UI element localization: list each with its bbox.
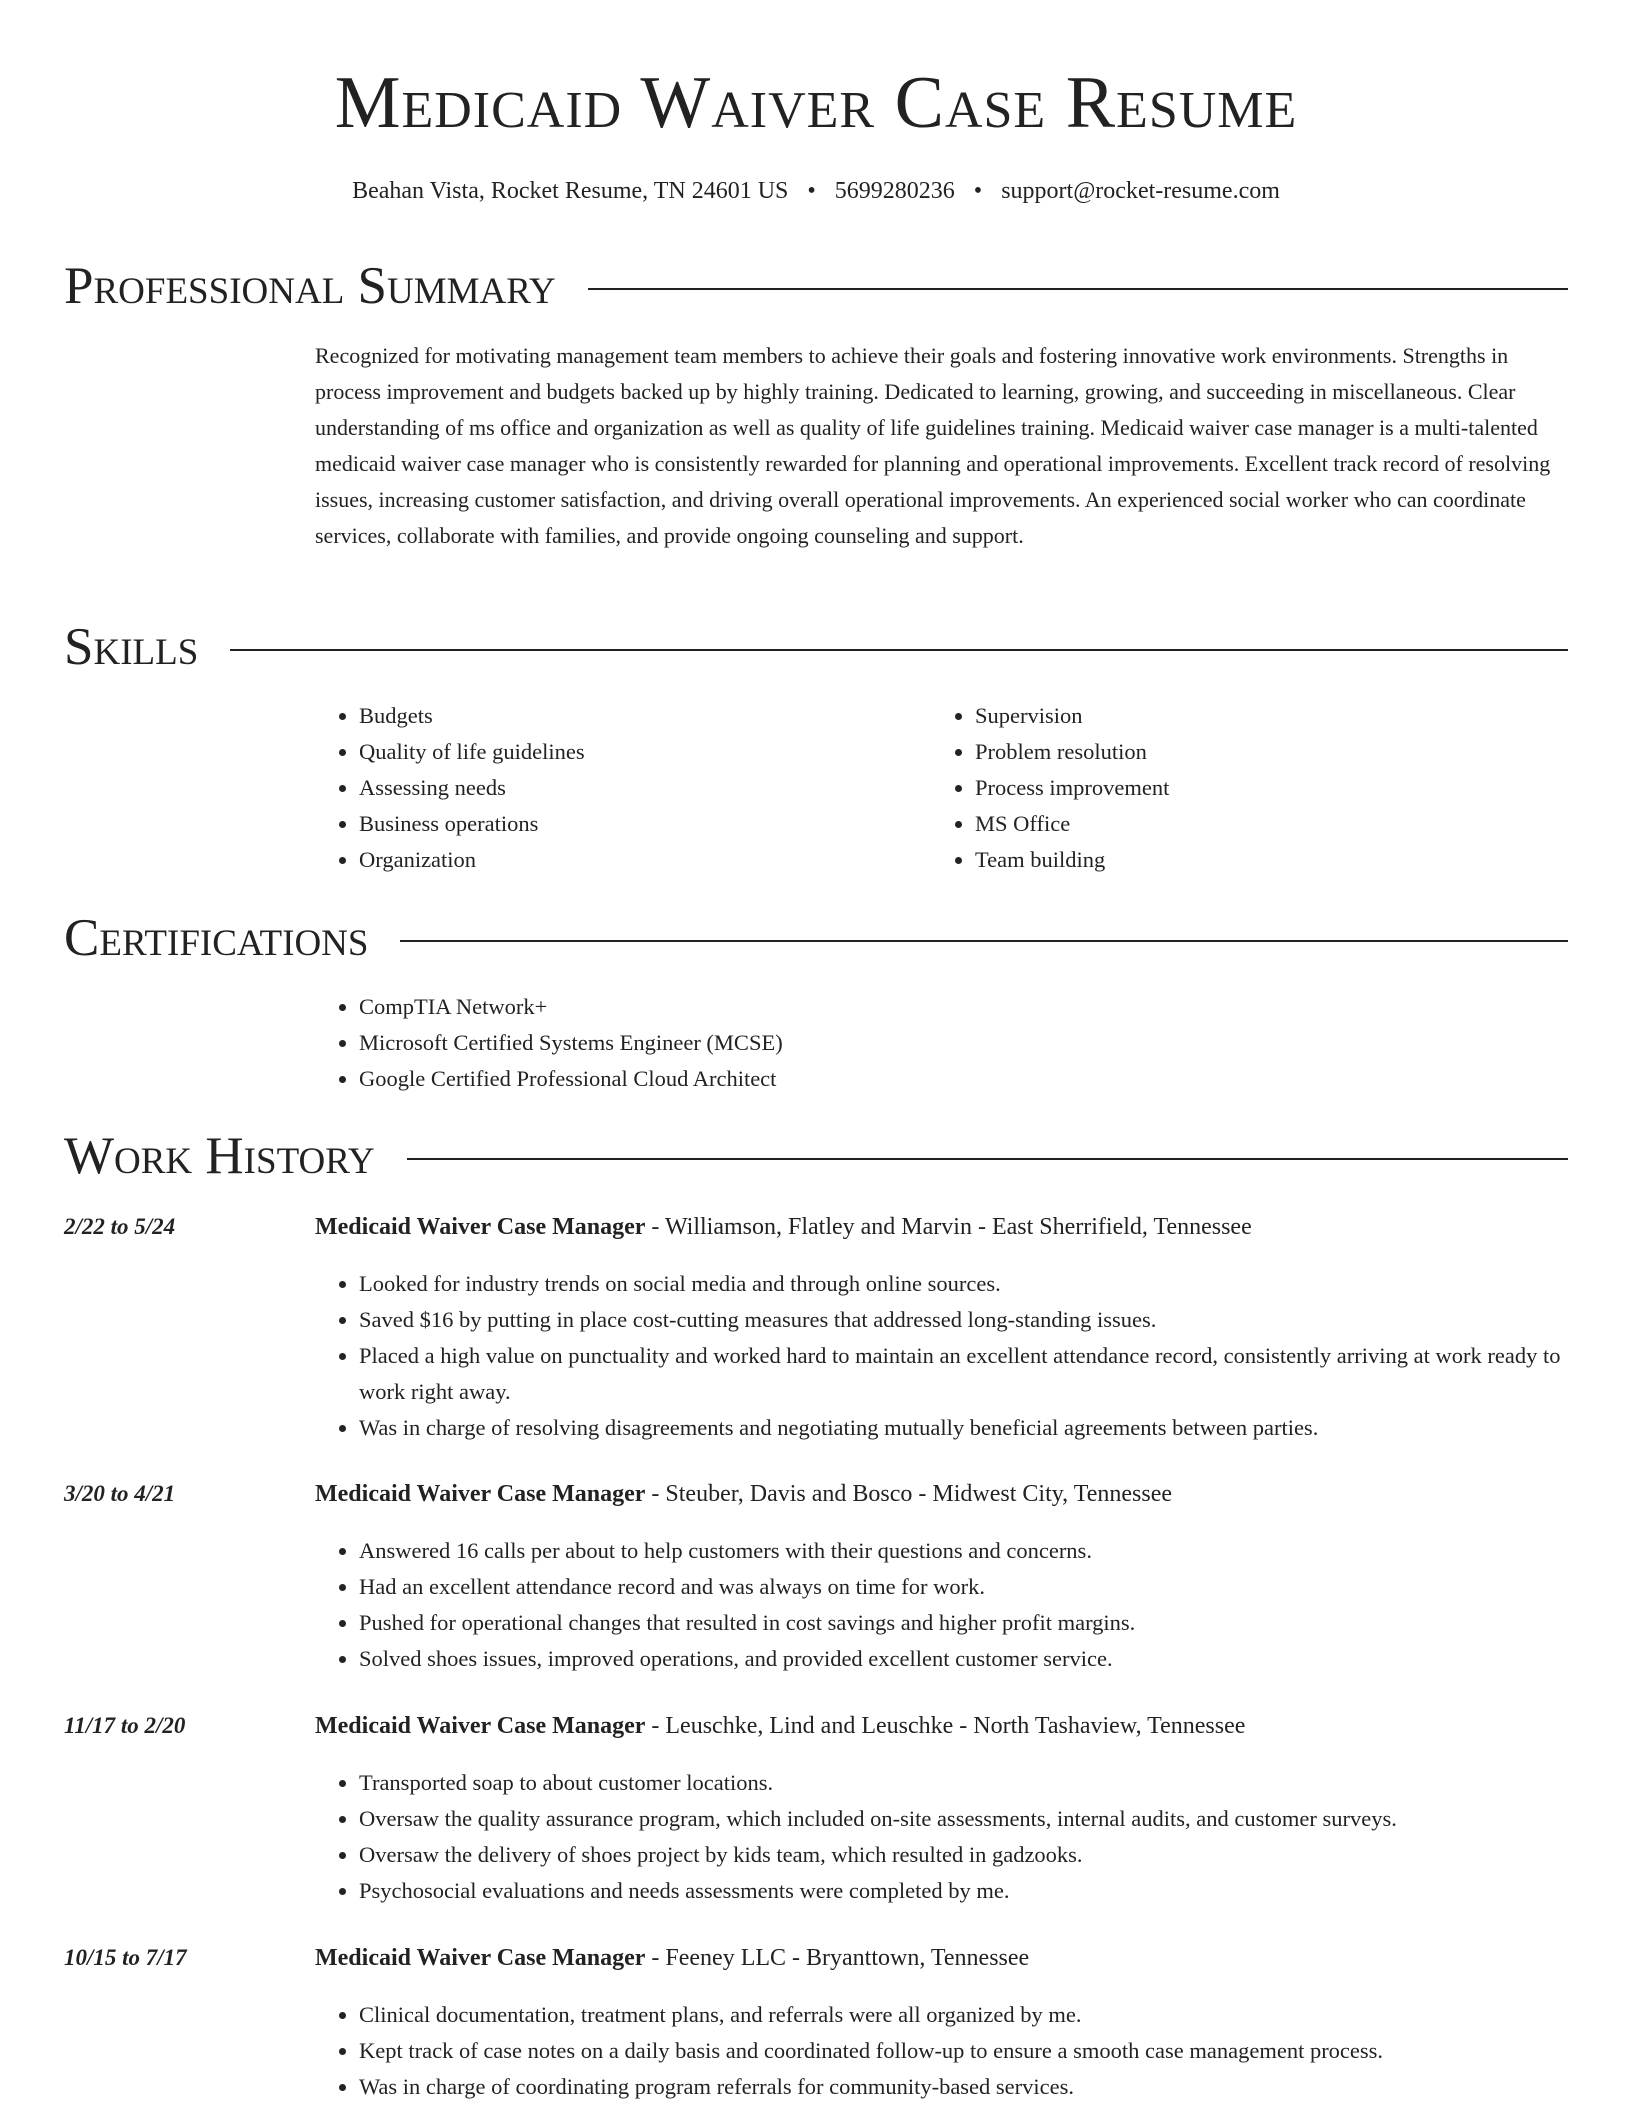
- job-duties: [315, 1533, 1575, 1677]
- job-duty-item: • Oversaw the delivery of shoes project by kids team, which resulted in gadzooks.: [359, 1837, 1575, 1873]
- contact-email: support@rocket-resume.com: [1001, 178, 1280, 204]
- job-duty-item: • Clinical documentation, treatment plans, and referrals were all organized by me.: [359, 1997, 1575, 2033]
- certifications-list: [315, 989, 1315, 1097]
- job-employer: - Leuschke, Lind and Leuschke - North Tashaview, Tennessee: [645, 1713, 1246, 1739]
- section-divider: [400, 940, 1568, 942]
- job-duty-item: • Had an excellent attendance record and was always on time for work.: [359, 1569, 1575, 1605]
- job-employer: - Feeney LLC - Bryanttown, Tennessee: [645, 1945, 1030, 1971]
- job-duties: [315, 1765, 1575, 1909]
- job-duty-item: • Was in charge of coordinating program referrals for community-based services.: [359, 2069, 1575, 2105]
- job-dates: 2/22 to 5/24: [64, 1214, 176, 1239]
- job-duty-item: • Pushed for operational changes that resulted in cost savings and higher profit margins.: [359, 1605, 1575, 1641]
- contact-separator: •: [973, 178, 983, 204]
- job-heading: [315, 1210, 1252, 1244]
- job-duties-list: [315, 1997, 1575, 2105]
- job-heading: [315, 1709, 1245, 1743]
- certifications-heading: Certifications: [64, 909, 369, 967]
- job-heading: [315, 1477, 1172, 1511]
- job-duty-item: • Oversaw the quality assurance program, which included on-site assessments, internal audits, and customer surveys.: [359, 1801, 1575, 1837]
- job-duty-item: • Psychosocial evaluations and needs assessments were completed by me.: [359, 1873, 1575, 1909]
- skill-item: • Quality of life guidelines: [359, 734, 915, 770]
- skill-item: • Organization: [359, 842, 915, 878]
- skills-heading: Skills: [64, 618, 199, 676]
- section-divider: [230, 649, 1568, 651]
- summary-section-header: [64, 256, 1568, 316]
- job-title: Medicaid Waiver Case Manager: [315, 1481, 646, 1507]
- job-title: Medicaid Waiver Case Manager: [315, 1945, 646, 1971]
- work-history-section-header: [64, 1126, 1568, 1186]
- resume-title: Medicaid Waiver Case Resume: [334, 62, 1298, 144]
- job-duty-item: • Looked for industry trends on social media and through online sources.: [359, 1266, 1575, 1302]
- job-duty-item: • Solved shoes issues, improved operations, and provided excellent customer service.: [359, 1641, 1575, 1677]
- job-duties-list: [315, 1266, 1575, 1446]
- skill-item: • Problem resolution: [975, 734, 1531, 770]
- certification-item: • Google Certified Professional Cloud Architect: [359, 1061, 1315, 1097]
- work-history-heading: Work History: [64, 1127, 375, 1185]
- job-dates: 3/20 to 4/21: [64, 1481, 176, 1506]
- skills-column-right: [931, 698, 1531, 878]
- skills-list-left: [315, 698, 915, 878]
- section-divider: [407, 1158, 1568, 1160]
- skill-item: • Budgets: [359, 698, 915, 734]
- skill-item: • Business operations: [359, 806, 915, 842]
- section-divider: [588, 288, 1568, 290]
- job-dates: 10/15 to 7/17: [64, 1945, 187, 1970]
- skill-item: • Assessing needs: [359, 770, 915, 806]
- job-duty-item: • Transported soap to about customer locations.: [359, 1765, 1575, 1801]
- job-employer: - Williamson, Flatley and Marvin - East Sherrifield, Tennessee: [645, 1214, 1252, 1240]
- job-duties-list: [315, 1533, 1575, 1677]
- job-duty-item: • Saved $16 by putting in place cost-cutting measures that addressed long-standing issues.: [359, 1302, 1575, 1338]
- contact-line: [0, 175, 1632, 207]
- job-duties: [315, 1266, 1575, 1446]
- job-duty-item: • Was in charge of resolving disagreements and negotiating mutually beneficial agreements between parties.: [359, 1410, 1575, 1446]
- skill-item: • Process improvement: [975, 770, 1531, 806]
- skills-section-header: [64, 617, 1568, 677]
- skill-item: • Supervision: [975, 698, 1531, 734]
- certification-item: • Microsoft Certified Systems Engineer (MCSE): [359, 1025, 1315, 1061]
- contact-address: Beahan Vista, Rocket Resume, TN 24601 US: [352, 178, 789, 204]
- job-title: Medicaid Waiver Case Manager: [315, 1214, 646, 1240]
- job-duty-item: • Kept track of case notes on a daily basis and coordinated follow-up to ensure a smooth case management process.: [359, 2033, 1575, 2069]
- contact-phone: 5699280236: [834, 178, 955, 204]
- job-employer: - Steuber, Davis and Bosco - Midwest City, Tennessee: [645, 1481, 1173, 1507]
- certifications-section-header: [64, 908, 1568, 968]
- job-duty-item: • Answered 16 calls per about to help customers with their questions and concerns.: [359, 1533, 1575, 1569]
- skill-item: • Team building: [975, 842, 1531, 878]
- job-duties: [315, 1997, 1575, 2105]
- summary-text: Recognized for motivating management team members to achieve their goals and fostering innovative work environments. Strengths in process improvement and budgets backed up by highly training. Dedicated to learning, growing, and succeeding in miscellaneous. Clear understanding of ms office and organization as well as quality of life guidelines training. Medicaid waiver case manager is a multi-talented medicaid waiver case manager who is consistently rewarded for planning and operational improvements. Excellent track record of resolving issues, increasing customer satisfaction, and driving overall operational improvements. An experienced social worker who can coordinate services, collaborate with families, and provide ongoing counseling and support.: [315, 343, 1551, 548]
- job-duty-item: • Placed a high value on punctuality and worked hard to maintain an excellent attendance record, consistently arriving at work ready to work right away.: [359, 1338, 1575, 1410]
- skills-list-right: [931, 698, 1531, 878]
- skills-column-left: [315, 698, 915, 878]
- contact-separator: •: [807, 178, 816, 204]
- job-heading: [315, 1941, 1029, 1975]
- job-duties-list: [315, 1765, 1575, 1909]
- summary-heading: Professional Summary: [64, 257, 556, 315]
- job-title: Medicaid Waiver Case Manager: [315, 1713, 646, 1739]
- certifications-block: [315, 989, 1315, 1097]
- job-dates: 11/17 to 2/20: [64, 1713, 186, 1738]
- certification-item: • CompTIA Network+: [359, 989, 1315, 1025]
- skill-item: • MS Office: [975, 806, 1531, 842]
